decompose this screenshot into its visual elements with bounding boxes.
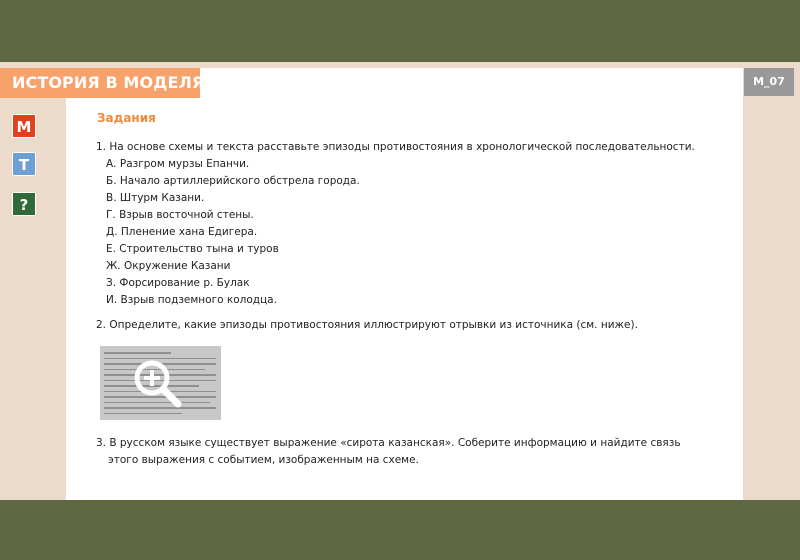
home-icon[interactable] (685, 467, 709, 491)
question-3: 3. В русском языке существует выражение «сирота казанская». Соберите информацию и найдите связь (96, 437, 681, 449)
episode-item: Б. Начало артиллерийского обстрела города. (106, 175, 360, 187)
module-title: ИСТОРИЯ В МОДЕЛЯХ (0, 68, 200, 98)
tasks-button[interactable]: ? (12, 192, 36, 216)
episode-list (106, 156, 360, 309)
module-code-badge: М_07 (744, 68, 794, 96)
source-thumbnail[interactable] (100, 346, 221, 420)
episode-item: З. Форсирование р. Булак (106, 277, 250, 289)
episode-item: Е. Строительство тына и туров (106, 243, 279, 255)
episode-item: Д. Пленение хана Едигера. (106, 226, 258, 238)
episode-item: В. Штурм Казани. (106, 192, 205, 204)
episode-item: А. Разгром мурзы Епанчи. (106, 158, 250, 170)
episode-item: Ж. Окружение Казани (106, 260, 231, 272)
slide-stage (0, 62, 800, 500)
zoom-in-icon[interactable] (130, 356, 186, 412)
episode-item: И. Взрыв подземного колодца. (106, 294, 277, 306)
text-button[interactable]: Т (12, 152, 36, 176)
question-2: 2. Определите, какие эпизоды противостояния иллюстрируют отрывки из источника (см. ниже). (96, 319, 638, 331)
episode-item: Г. Взрыв восточной стены. (106, 209, 254, 221)
content-panel (66, 68, 743, 500)
question-1: 1. На основе схемы и текста расставьте эпизоды противостояния в хронологической последовательности. (96, 141, 695, 153)
model-button[interactable]: М (12, 114, 36, 138)
section-heading: Задания (97, 111, 156, 125)
question-3-continuation: этого выражения с событием, изображенным на схеме. (108, 454, 419, 466)
